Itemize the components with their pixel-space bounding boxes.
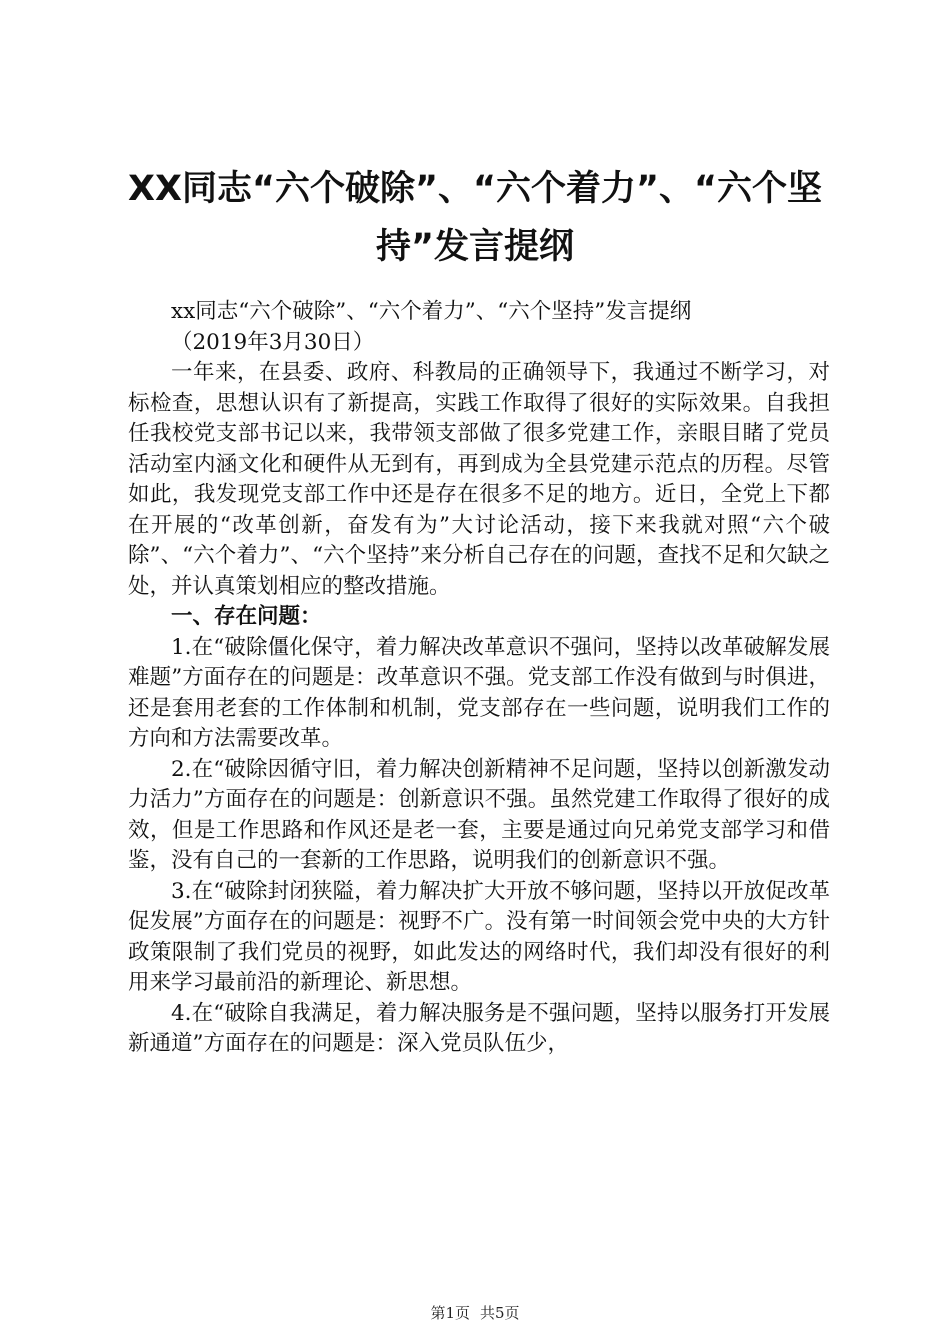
subtitle-paragraph: xx同志“六个破除”、“六个着力”、“六个坚持”发言提纲 — [171, 299, 692, 324]
issue-paragraph-4: 4.在“破除自我满足，着力解决服务是不强问题，坚持以服务打开发展新通道”方面存在的问题是：深入党员队伍少， — [128, 1000, 830, 1056]
issue-paragraph-1: 1.在“破除僵化保守，着力解决改革意识不强问，坚持以改革破解发展难题”方面存在的问题是：改革意识不强。党支部工作没有做到与时俱进，还是套用老套的工作体制和机制，党支部存在一些问题，说明我们工作的方向和方法需要改革。 — [128, 634, 830, 751]
section-heading: 一、存在问题： — [171, 604, 322, 629]
page-number: 第1页 — [430, 1304, 470, 1322]
document-title: XX同志“六个破除”、“六个着力”、“六个坚持”发言提纲 — [128, 169, 822, 267]
page-total: 共5页 — [480, 1304, 520, 1322]
date-paragraph: （2019年3月30日） — [171, 329, 375, 355]
document-body — [128, 297, 830, 1060]
issue-paragraph-2: 2.在“破除因循守旧，着力解决创新精神不足问题，坚持以创新激发动力活力”方面存在的问题是：创新意识不强。虽然党建工作取得了很好的成效，但是工作思路和作风还是老一套，主要是通过向兄弟党支部学习和借鉴，没有自己的一套新的工作思路，说明我们的创新意识不强。 — [128, 756, 830, 873]
issue-paragraph-3: 3.在“破除封闭狭隘，着力解决扩大开放不够问题，坚持以开放促改革促发展”方面存在的问题是：视野不广。没有第一时间领会党中央的大方针政策限制了我们党员的视野，如此发达的网络时代，我们却没有很好的利用来学习最前沿的新理论、新思想。 — [128, 878, 830, 995]
page-footer — [0, 1302, 950, 1323]
intro-paragraph: 一年来，在县委、政府、科教局的正确领导下，我通过不断学习，对标检查，思想认识有了新提高，实践工作取得了很好的实际效果。自我担任我校党支部书记以来，我带领支部做了很多党建工作，亲眼目睹了党员活动室内涵文化和硬件从无到有，再到成为全县党建示范点的历程。尽管如此，我发现党支部工作中还是存在很多不足的地方。近日，全党上下都在开展的“改革创新，奋发有为”大讨论活动，接下来我就对照“六个破除”、“六个着力”、“六个坚持”来分析自己存在的问题，查找不足和欠缺之处，并认真策划相应的整改措施。 — [128, 360, 830, 599]
